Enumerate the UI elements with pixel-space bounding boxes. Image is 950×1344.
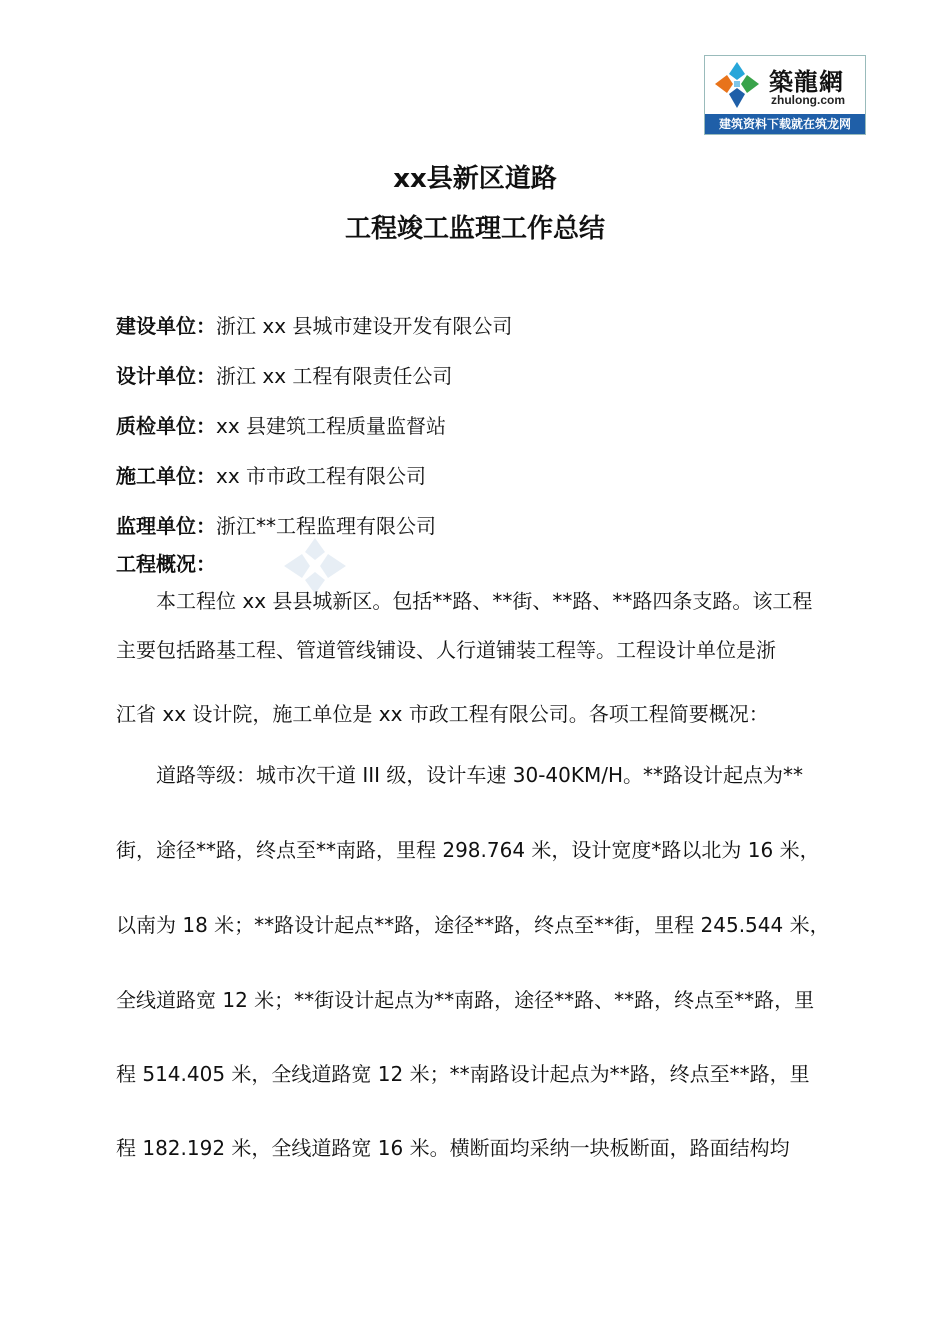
unit-value: 浙江 xx 县城市建设开发有限公司 — [216, 314, 513, 338]
zhulong-logo-icon — [709, 60, 765, 110]
unit-value: 浙江**工程监理有限公司 — [216, 514, 436, 538]
unit-key: 监理单位： — [116, 514, 216, 538]
unit-contractor — [116, 460, 426, 489]
unit-key: 质检单位： — [116, 414, 216, 438]
unit-construction — [116, 310, 512, 339]
unit-value: xx 县建筑工程质量监督站 — [216, 414, 447, 438]
overview-p2-line: 程 182.192 米，全线道路宽 16 米。横断面均采纳一块板断面，路面结构均 — [116, 1136, 790, 1160]
overview-p2-line: 街，途径**路，终点至**南路，里程 298.764 米，设计宽度*路以北为 16 米， — [116, 838, 820, 862]
overview-p1-line: 本工程位 xx 县县城新区。包括**路、**街、**路、**路四条支路。该工程 — [116, 589, 813, 613]
overview-p1-line: 江省 xx 设计院，施工单位是 xx 市政工程有限公司。各项工程简要概况： — [116, 702, 769, 726]
unit-key: 设计单位： — [116, 364, 216, 388]
unit-quality — [116, 410, 446, 439]
overview-p1-line: 主要包括路基工程、管道管线铺设、人行道铺装工程等。工程设计单位是浙 — [116, 638, 776, 662]
logo-slogan: 建筑资料下载就在筑龙网 — [705, 114, 865, 134]
unit-key: 施工单位： — [116, 464, 216, 488]
overview-p2-line: 程 514.405 米，全线道路宽 12 米；**南路设计起点为**路，终点至**路，里 — [116, 1062, 810, 1086]
overview-heading: 工程概况： — [116, 552, 216, 576]
unit-design — [116, 360, 452, 389]
unit-supervision — [116, 510, 436, 539]
unit-value: xx 市市政工程有限公司 — [216, 464, 427, 488]
document-title-line-1: xx县新区道路 — [393, 164, 557, 194]
zhulong-logo — [704, 55, 866, 135]
unit-key: 建设单位： — [116, 314, 216, 338]
unit-value: 浙江 xx 工程有限责任公司 — [216, 364, 453, 388]
overview-p2-line: 全线道路宽 12 米；**街设计起点为**南路，途径**路、**路，终点至**路，里 — [116, 988, 815, 1012]
overview-p2-line: 道路等级：城市次干道 III 级，设计车速 30-40KM/H。**路设计起点为** — [116, 763, 804, 787]
logo-domain-text: zhulong.com — [771, 93, 845, 107]
document-title-line-2: 工程竣工监理工作总结 — [344, 214, 605, 244]
overview-p2-line: 以南为 18 米；**路设计起点**路，途径**路，终点至**街，里程 245.544 米， — [116, 913, 830, 937]
logo-brand-text: 築龍網 — [769, 67, 844, 96]
